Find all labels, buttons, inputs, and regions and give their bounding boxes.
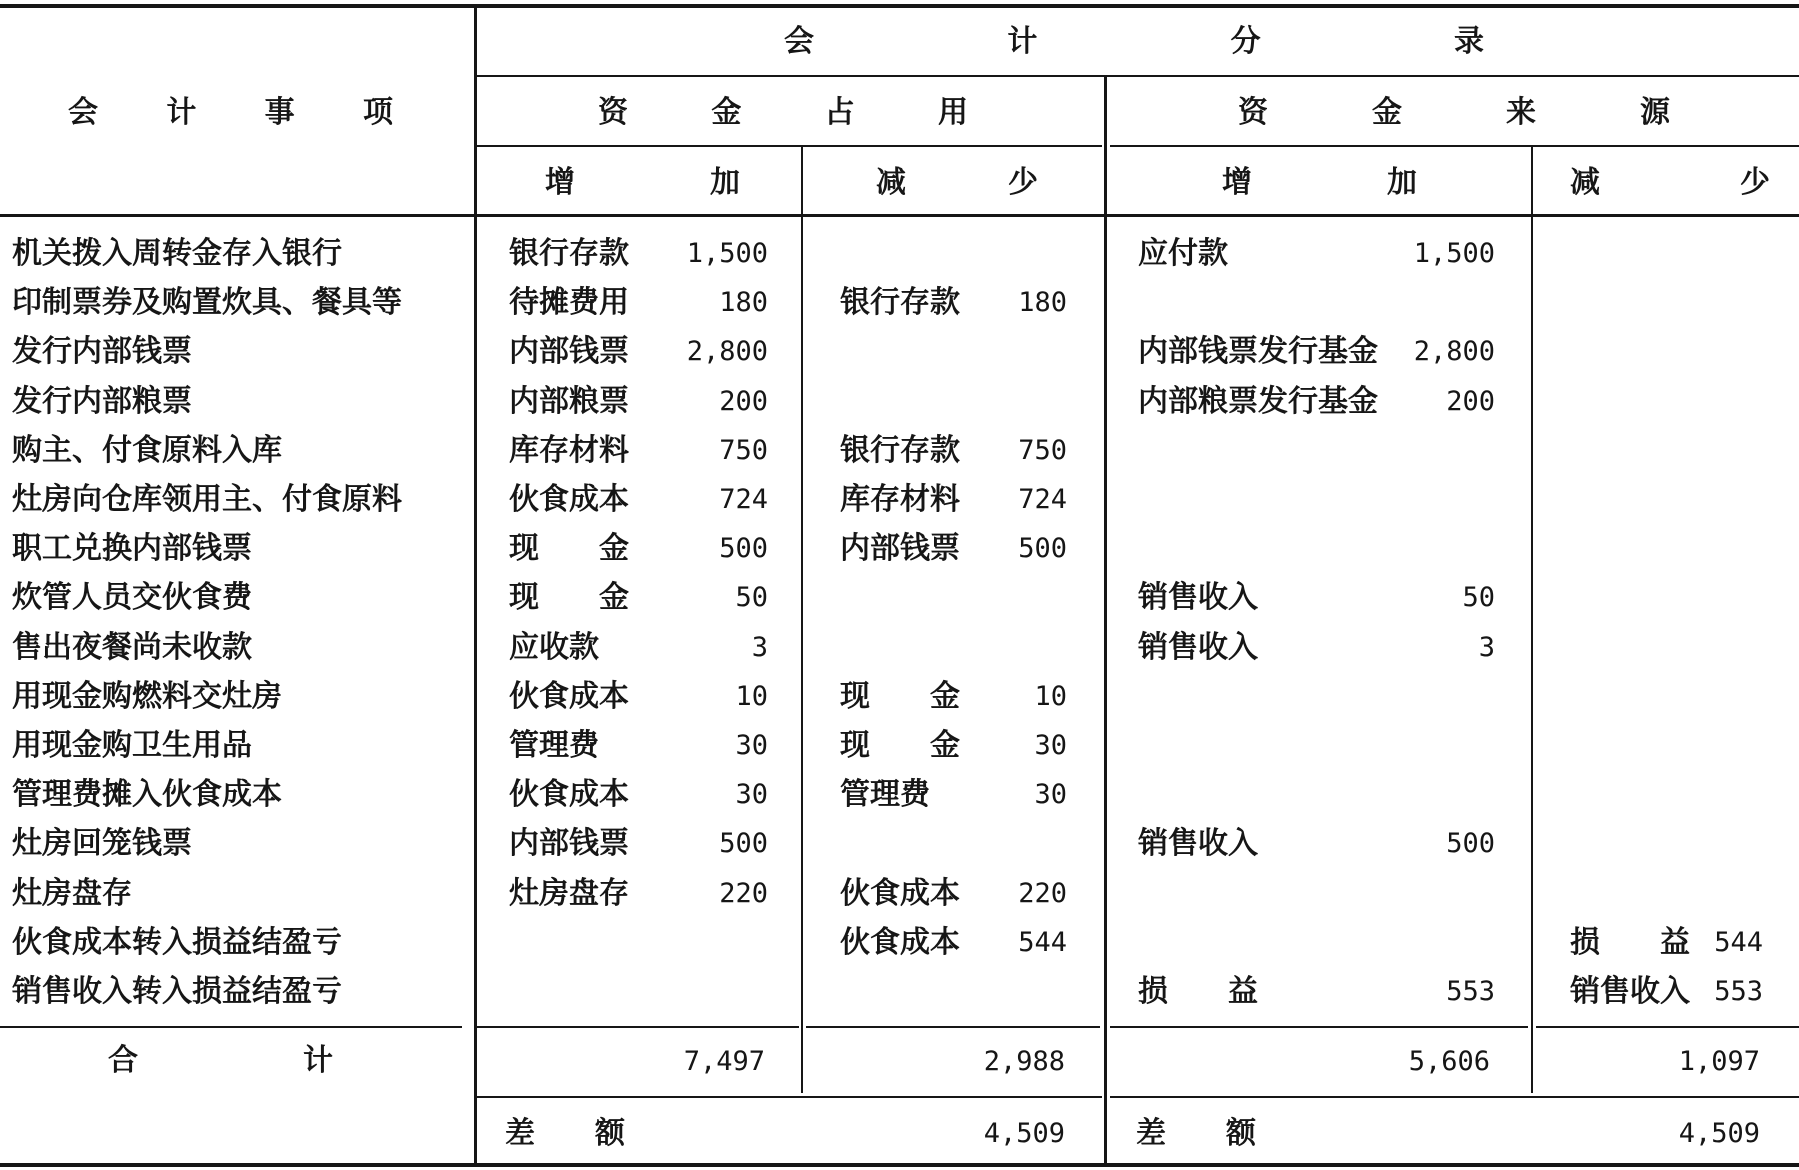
- header-char: 金: [711, 95, 742, 130]
- row-item-label: 用现金购燃料交灶房: [12, 679, 282, 714]
- rule-above-totals-use-inc: [477, 1026, 799, 1028]
- header-char: 计: [166, 95, 197, 130]
- amount: 220: [719, 878, 768, 909]
- amount: 544: [1714, 927, 1763, 958]
- header-char: 占: [824, 95, 855, 130]
- amount: 724: [719, 484, 768, 515]
- amount: 30: [1034, 730, 1067, 761]
- header-char: 加: [1387, 165, 1417, 200]
- account-name: 伙食成本: [509, 482, 629, 517]
- account-name: 内部钱票: [509, 826, 629, 861]
- account-name: 内部钱票发行基金: [1138, 334, 1378, 369]
- rule-above-totals-src-dec: [1536, 1026, 1799, 1028]
- account-name: 销售收入: [1570, 974, 1690, 1009]
- rule-under-use: [477, 145, 1102, 147]
- header-char: 增: [1222, 165, 1252, 200]
- header-use-increase: [545, 165, 740, 201]
- totals-label: [108, 1043, 333, 1079]
- account-name: 销售收入: [1138, 826, 1258, 861]
- header-char: 来: [1506, 95, 1536, 130]
- amount: 2,800: [1413, 336, 1495, 367]
- vline-use-source: [1104, 77, 1107, 1163]
- amount: 500: [1446, 828, 1495, 859]
- row-item-label: 发行内部粮票: [12, 384, 192, 419]
- diff-use-value: 4,509: [983, 1118, 1065, 1149]
- row-item-label: 职工兑换内部钱票: [12, 531, 252, 566]
- amount: 200: [1446, 386, 1495, 417]
- row-item-label: 伙食成本转入损益结盈亏: [12, 925, 342, 960]
- account-name: 管理费: [509, 728, 599, 763]
- account-name: 内部钱票: [509, 334, 629, 369]
- header-char: 计: [303, 1043, 333, 1078]
- account-name: 现 金: [509, 580, 629, 615]
- header-use-label: [598, 95, 968, 131]
- header-char: 减: [876, 165, 906, 200]
- header-char: 录: [1453, 24, 1484, 59]
- header-char: 加: [710, 165, 740, 200]
- amount: 1,500: [686, 238, 768, 269]
- bottom-rule: [0, 1163, 1799, 1167]
- header-source-label: [1238, 95, 1670, 131]
- amount: 180: [719, 287, 768, 318]
- rule-above-diff-source: [1110, 1096, 1799, 1098]
- header-char: 少: [1740, 165, 1770, 200]
- total-source-decrease: 1,097: [1678, 1046, 1760, 1077]
- rule-under-source: [1110, 145, 1799, 147]
- amount: 30: [735, 730, 768, 761]
- header-char: 会: [784, 24, 814, 59]
- account-name: 库存材料: [840, 482, 960, 517]
- amount: 220: [1018, 878, 1067, 909]
- account-name: 现 金: [840, 679, 960, 714]
- row-item-label: 销售收入转入损益结盈亏: [12, 974, 342, 1009]
- header-source-increase: [1222, 165, 1417, 201]
- amount: 750: [719, 435, 768, 466]
- header-char: 增: [545, 165, 575, 200]
- header-char: 少: [1008, 165, 1038, 200]
- account-name: 管理费: [840, 777, 930, 812]
- amount: 750: [1018, 435, 1067, 466]
- account-name: 销售收入: [1138, 630, 1258, 665]
- account-name: 损 益: [1138, 974, 1258, 1009]
- account-name: 伙食成本: [840, 925, 960, 960]
- account-name: 伙食成本: [509, 679, 629, 714]
- account-name: 应付款: [1138, 236, 1228, 271]
- total-use-increase: 7,497: [683, 1046, 765, 1077]
- rule-above-totals-src-inc: [1110, 1026, 1528, 1028]
- rule-above-diff-use: [477, 1096, 1102, 1098]
- total-source-increase: 5,606: [1408, 1046, 1490, 1077]
- account-name: 灶房盘存: [509, 876, 629, 911]
- account-name: 内部粮票: [509, 384, 629, 419]
- account-name: 银行存款: [840, 285, 960, 320]
- amount: 500: [719, 533, 768, 564]
- amount: 544: [1018, 927, 1067, 958]
- row-item-label: 机关拨入周转金存入银行: [12, 236, 342, 271]
- header-use-decrease: [876, 165, 1038, 201]
- account-name: 内部钱票: [840, 531, 960, 566]
- vline-item-divider: [474, 8, 477, 1163]
- amount: 180: [1018, 287, 1067, 318]
- header-entry-label: [784, 24, 1484, 60]
- header-char: 会: [68, 95, 98, 130]
- diff-use-label: 差 额: [505, 1116, 625, 1151]
- account-name: 银行存款: [840, 433, 960, 468]
- amount: 3: [751, 632, 768, 663]
- amount: 10: [735, 681, 768, 712]
- account-name: 现 金: [840, 728, 960, 763]
- amount: 500: [719, 828, 768, 859]
- amount: 2,800: [686, 336, 768, 367]
- account-name: 库存材料: [509, 433, 629, 468]
- row-item-label: 灶房回笼钱票: [12, 826, 192, 861]
- account-name: 待摊费用: [509, 285, 629, 320]
- header-char: 合: [108, 1043, 138, 1078]
- top-rule: [0, 4, 1799, 8]
- header-char: 资: [598, 95, 628, 130]
- row-item-label: 印制票券及购置炊具、餐具等: [12, 285, 402, 320]
- vline-source-divider: [1531, 147, 1533, 1093]
- header-char: 计: [1007, 24, 1038, 59]
- header-char: 资: [1238, 95, 1268, 130]
- total-use-decrease: 2,988: [983, 1046, 1065, 1077]
- rule-above-totals-use-dec: [806, 1026, 1100, 1028]
- amount: 3: [1478, 632, 1495, 663]
- amount: 50: [735, 582, 768, 613]
- vline-use-divider: [801, 147, 803, 1093]
- diff-source-label: 差 额: [1136, 1116, 1256, 1151]
- row-item-label: 灶房盘存: [12, 876, 132, 911]
- account-name: 伙食成本: [840, 876, 960, 911]
- header-source-decrease: [1570, 165, 1770, 201]
- account-name: 损 益: [1570, 925, 1690, 960]
- account-name: 应收款: [509, 630, 599, 665]
- rule-under-entry: [477, 75, 1799, 77]
- amount: 1,500: [1413, 238, 1495, 269]
- header-char: 事: [264, 95, 295, 130]
- amount: 553: [1714, 976, 1763, 1007]
- amount: 724: [1018, 484, 1067, 515]
- row-item-label: 管理费摊入伙食成本: [12, 777, 282, 812]
- header-item-label: [68, 95, 393, 131]
- amount: 30: [735, 779, 768, 810]
- header-char: 减: [1570, 165, 1600, 200]
- header-char: 用: [937, 95, 968, 130]
- header-char: 分: [1230, 24, 1261, 59]
- rule-above-totals-item: [0, 1026, 462, 1028]
- diff-source-value: 4,509: [1678, 1118, 1760, 1149]
- row-item-label: 售出夜餐尚未收款: [12, 630, 252, 665]
- amount: 50: [1462, 582, 1495, 613]
- header-char: 项: [362, 95, 393, 130]
- account-name: 销售收入: [1138, 580, 1258, 615]
- amount: 200: [719, 386, 768, 417]
- amount: 500: [1018, 533, 1067, 564]
- row-item-label: 炊管人员交伙食费: [12, 580, 252, 615]
- row-item-label: 灶房向仓库领用主、付食原料: [12, 482, 402, 517]
- header-char: 源: [1640, 95, 1670, 130]
- account-name: 现 金: [509, 531, 629, 566]
- row-item-label: 用现金购卫生用品: [12, 728, 252, 763]
- row-item-label: 发行内部钱票: [12, 334, 192, 369]
- rule-under-header: [0, 214, 1799, 217]
- account-name: 银行存款: [509, 236, 629, 271]
- amount: 553: [1446, 976, 1495, 1007]
- amount: 30: [1034, 779, 1067, 810]
- row-item-label: 购主、付食原料入库: [12, 433, 282, 468]
- amount: 10: [1034, 681, 1067, 712]
- account-name: 内部粮票发行基金: [1138, 384, 1378, 419]
- header-char: 金: [1372, 95, 1402, 130]
- account-name: 伙食成本: [509, 777, 629, 812]
